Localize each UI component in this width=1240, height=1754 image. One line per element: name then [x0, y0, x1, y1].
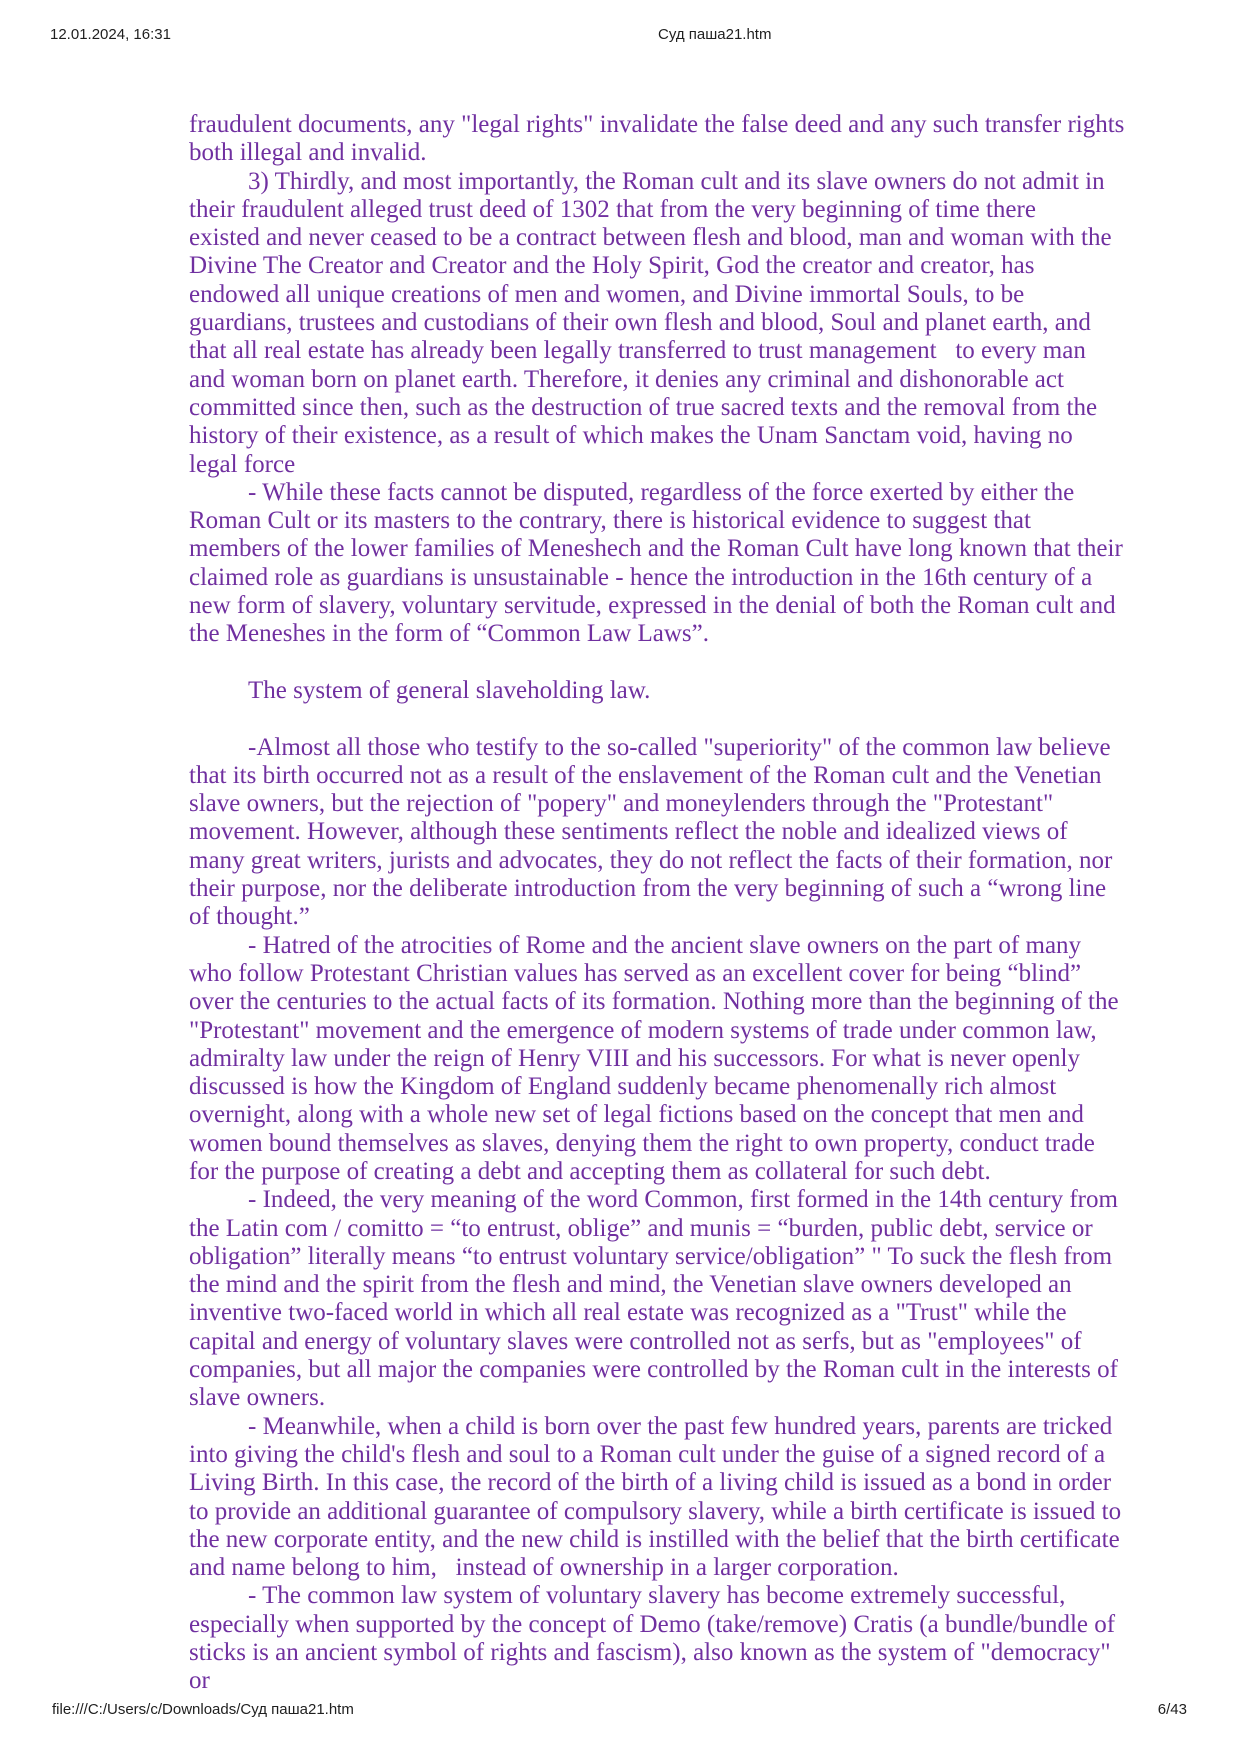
print-header-title: Суд паша21.htm — [658, 26, 772, 43]
document-body — [189, 111, 1131, 1696]
paragraph: - Hatred of the atrocities of Rome and the ancient slave owners on the part of many who follow Protestant Christian values has served as an excellent cover for being “blind” over the centuries to the actual facts of its formation. Nothing more than the beginning of the "Protestant" movement and the emergence of modern systems of trade under common law, admiralty law under the reign of Henry VIII and his successors. For what is never openly discussed is how the Kingdom of England suddenly became phenomenally rich almost overnight, along with a whole new set of legal fictions based on the concept that men and women bound themselves as slaves, denying them the right to own property, conduct trade for the purpose of creating a debt and accepting them as collateral for such debt. — [189, 931, 1125, 1185]
paragraph: - The common law system of voluntary slavery has become extremely successful, especially when supported by the concept of Demo (take/remove) Cratis (a bundle/bundle of sticks is an ancient symbol of rights and fascism), also known as the system of "democracy" or — [189, 1582, 1122, 1695]
print-footer-page-number: 6/43 — [1157, 1701, 1187, 1718]
blank-line — [189, 649, 1127, 677]
print-header-datetime: 12.01.2024, 16:31 — [50, 26, 171, 43]
paragraph: 3) Thirdly, and most importantly, the Roman cult and its slave owners do not admit in their fraudulent alleged trust deed of 1302 that from the very beginning of time there existed and never ceased to be a contract between flesh and blood, man and woman with the Divine The Creator and Creator and the Holy Spirit, God the creator and creator, has endowed all unique creations of men and women, and Divine immortal Souls, to be guardians, trustees and custodians of their own flesh and blood, Soul and planet earth, and that all real estate has already been legally transferred to trust management to every man and woman born on planet earth. Therefore, it denies any criminal and dishonorable act committed since then, such as the destruction of true sacred texts and the removal from the history of their existence, as a result of which makes the Unam Sanctam void, having no legal force — [189, 167, 1118, 478]
paragraph: - While these facts cannot be disputed, regardless of the force exerted by either the Roman Cult or its masters to the contrary, there is historical evidence to suggest that members of the lower families of Meneshech and the Roman Cult have long known that their claimed role as guardians is unsustainable - hence the introduction in the 16th century of a new form of slavery, voluntary servitude, expressed in the denial of both the Roman cult and the Meneshes in the form of “Common Law Laws”. — [189, 478, 1130, 648]
paragraph: - Indeed, the very meaning of the word Common, first formed in the 14th century from the Latin com / comitto = “to entrust, oblige” and munis = “burden, public debt, service or obligation” literally means “to entrust voluntary service/obligation” " To suck the flesh from the mind and the spirit from the flesh and mind, the Venetian slave owners developed an inventive two-faced world in which all real estate was recognized as a "Trust" while the capital and energy of voluntary slaves were controlled not as serfs, but as "employees" of companies, but all major the companies were controlled by the Roman cult in the interests of slave owners. — [189, 1186, 1125, 1412]
print-footer-file-url: file:///C:/Users/c/Downloads/Суд паша21.htm — [52, 1701, 354, 1718]
paragraph: - Meanwhile, when a child is born over the past few hundred years, parents are tricked into giving the child's flesh and soul to a Roman cult under the guise of a signed record of a Living Birth. In this case, the record of the birth of a living child is issued as a bond in order to provide an additional guarantee of compulsory slavery, while a birth certificate is issued to the new corporate entity, and the new child is instilled with the belief that the birth certificate and name belong to him, instead of ownership in a larger corporation. — [189, 1412, 1128, 1582]
section-heading: The system of general slaveholding law. — [248, 676, 651, 704]
paragraph: fraudulent documents, any "legal rights" invalidate the false deed and any such transfer rights both illegal and invalid. — [189, 111, 1131, 167]
blank-line — [189, 705, 1127, 733]
paragraph: -Almost all those who testify to the so-called "superiority" of the common law believe that its birth occurred not as a result of the enslavement of the Roman cult and the Venetian slave owners, but the rejection of "popery" and moneylenders through the "Protestant" movement. However, although these sentiments reflect the noble and idealized views of many great writers, jurists and advocates, they do not reflect the facts of their formation, nor their purpose, nor the deliberate introduction from the very beginning of such a “wrong line of thought.” — [189, 733, 1119, 931]
